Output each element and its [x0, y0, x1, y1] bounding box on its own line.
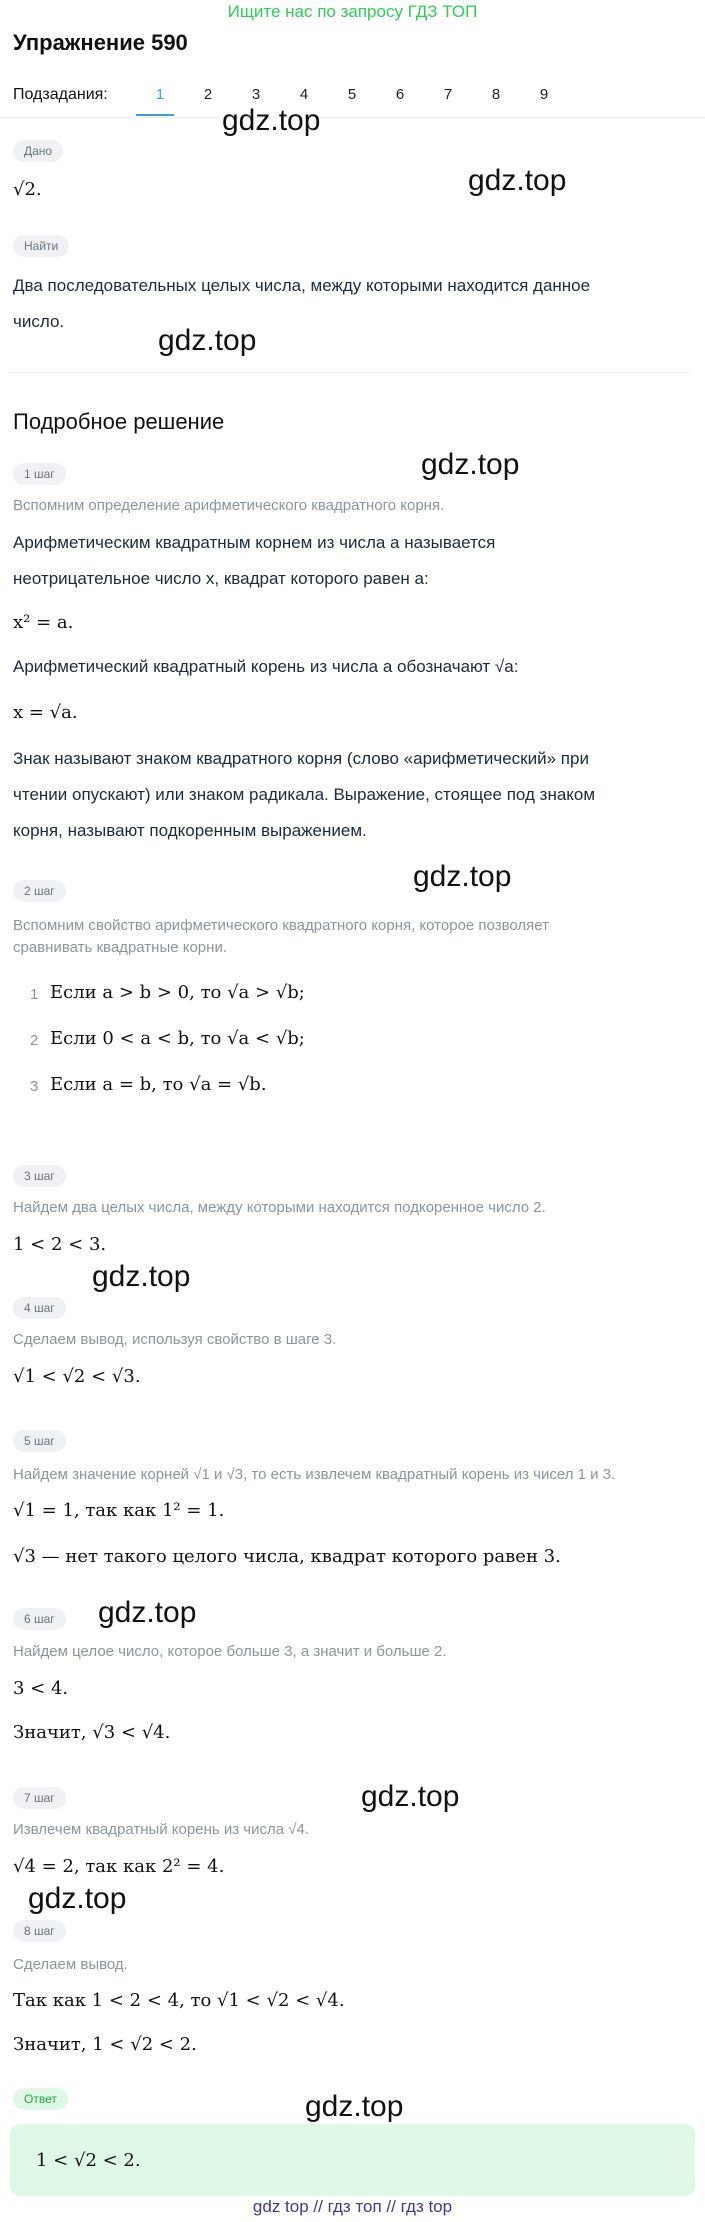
step-5-hint: Найдем значение корней √1 и √3, то есть извлечем квадратный корень из чисел 1 и 3.	[13, 1466, 616, 1483]
step-3-formula: 1 < 2 < 3.	[13, 1234, 107, 1255]
step-1-line-3: Арифметический квадратный корень из числа a обозначают √a:	[13, 657, 519, 676]
tab-subtask-5[interactable]: 5	[347, 86, 357, 103]
watermark: gdz.top	[421, 448, 520, 481]
watermark: gdz.top	[28, 1882, 127, 1915]
step-6-pill: 6 шаг	[13, 1608, 66, 1630]
watermark: gdz.top	[92, 1260, 191, 1293]
watermark: gdz.top	[468, 164, 567, 197]
step-5-line-2: √3 — нет такого целого числа, квадрат которого равен 3.	[13, 1546, 561, 1567]
property-2-text: Если 0 < a < b, то √a < √b;	[50, 1028, 305, 1049]
step-1-line-1: Арифметическим квадратным корнем из числа a называется	[13, 533, 496, 552]
step-4-formula: √1 < √2 < √3.	[13, 1366, 141, 1387]
watermark: gdz.top	[305, 2090, 404, 2123]
step-8-pill: 8 шаг	[13, 1920, 66, 1942]
step-7-line: √4 = 2, так как 2² = 4.	[13, 1856, 225, 1877]
find-line-1: Два последовательных целых числа, между которыми находится данное	[13, 276, 591, 295]
watermark: gdz.top	[361, 1780, 460, 1813]
step-6-line: Значит, √3 < √4.	[13, 1722, 171, 1743]
step-7-hint: Извлечем квадратный корень из числа √4.	[13, 1821, 309, 1838]
property-2-number: 2	[30, 1032, 39, 1049]
search-banner: Ищите нас по запросу ГДЗ ТОП	[227, 2, 478, 21]
step-3-hint: Найдем два целых числа, между которыми находится подкоренное число 2.	[13, 1199, 546, 1216]
property-1-number: 1	[30, 986, 39, 1003]
step-1-hint: Вспомним определение арифметического квадратного корня.	[13, 497, 445, 514]
tab-subtask-2[interactable]: 2	[203, 86, 213, 103]
step-2-hint-1: Вспомним свойство арифметического квадратного корня, которое позволяет	[13, 917, 549, 934]
step-7-pill: 7 шаг	[13, 1787, 66, 1809]
property-1-text: Если a > b > 0, то √a > √b;	[50, 982, 305, 1003]
tabs-divider	[0, 117, 705, 118]
tab-subtask-9[interactable]: 9	[539, 86, 549, 103]
step-6-formula: 3 < 4.	[13, 1678, 69, 1699]
step-1-line-2: неотрицательное число x, квадрат которого равен a:	[13, 569, 429, 588]
step-3-pill: 3 шаг	[13, 1165, 66, 1187]
step-1-line-6: корня, называют подкоренным выражением.	[13, 821, 367, 840]
step-4-hint: Сделаем вывод, используя свойство в шаге 3.	[13, 1331, 337, 1348]
step-2-hint-2: сравнивать квадратные корни.	[13, 939, 227, 956]
step-6-hint: Найдем целое число, которое больше 3, а значит и больше 2.	[13, 1643, 447, 1660]
step-8-hint: Сделаем вывод.	[13, 1956, 128, 1973]
watermark: gdz.top	[98, 1596, 197, 1629]
answer-value: 1 < √2 < 2.	[36, 2150, 141, 2171]
watermark: gdz.top	[158, 324, 257, 357]
solution-title: Подробное решение	[13, 409, 225, 434]
section-divider	[10, 372, 690, 373]
subtasks-label: Подзадания:	[13, 86, 108, 103]
step-1-formula-1: x² = a.	[13, 612, 74, 633]
given-value: √2.	[13, 179, 42, 200]
page-title: Упражнение 590	[13, 30, 188, 55]
given-pill: Дано	[13, 140, 63, 162]
property-3-text: Если a = b, то √a = √b.	[50, 1074, 267, 1095]
watermark: gdz.top	[413, 860, 512, 893]
subtasks-tabs	[136, 86, 568, 103]
step-5-line-1: √1 = 1, так как 1² = 1.	[13, 1500, 225, 1521]
find-line-2: число.	[13, 312, 65, 331]
step-8-line-2: Значит, 1 < √2 < 2.	[13, 2034, 197, 2055]
watermark: gdz.top	[222, 104, 321, 137]
tab-subtask-1[interactable]: 1	[155, 86, 165, 103]
property-3-number: 3	[30, 1078, 39, 1095]
step-1-formula-2: x = √a.	[13, 702, 78, 723]
active-tab-indicator	[136, 114, 174, 116]
footer-links: gdz top // гдз топ // гдз top	[252, 2197, 453, 2216]
tab-subtask-4[interactable]: 4	[299, 86, 309, 103]
step-8-line-1: Так как 1 < 2 < 4, то √1 < √2 < √4.	[13, 1990, 345, 2011]
find-pill: Найти	[13, 235, 69, 257]
step-1-line-4: Знак называют знаком квадратного корня (слово «арифметический» при	[13, 749, 589, 768]
tab-subtask-3[interactable]: 3	[251, 86, 261, 103]
tab-subtask-7[interactable]: 7	[443, 86, 453, 103]
step-1-line-5: чтении опускают) или знаком радикала. Выражение, стоящее под знаком	[13, 785, 596, 804]
step-5-pill: 5 шаг	[13, 1430, 66, 1452]
tab-subtask-8[interactable]: 8	[491, 86, 501, 103]
step-1-pill: 1 шаг	[13, 463, 66, 485]
tab-subtask-6[interactable]: 6	[395, 86, 405, 103]
step-4-pill: 4 шаг	[13, 1297, 66, 1319]
step-2-pill: 2 шаг	[13, 880, 66, 902]
answer-pill: Ответ	[13, 2088, 68, 2110]
